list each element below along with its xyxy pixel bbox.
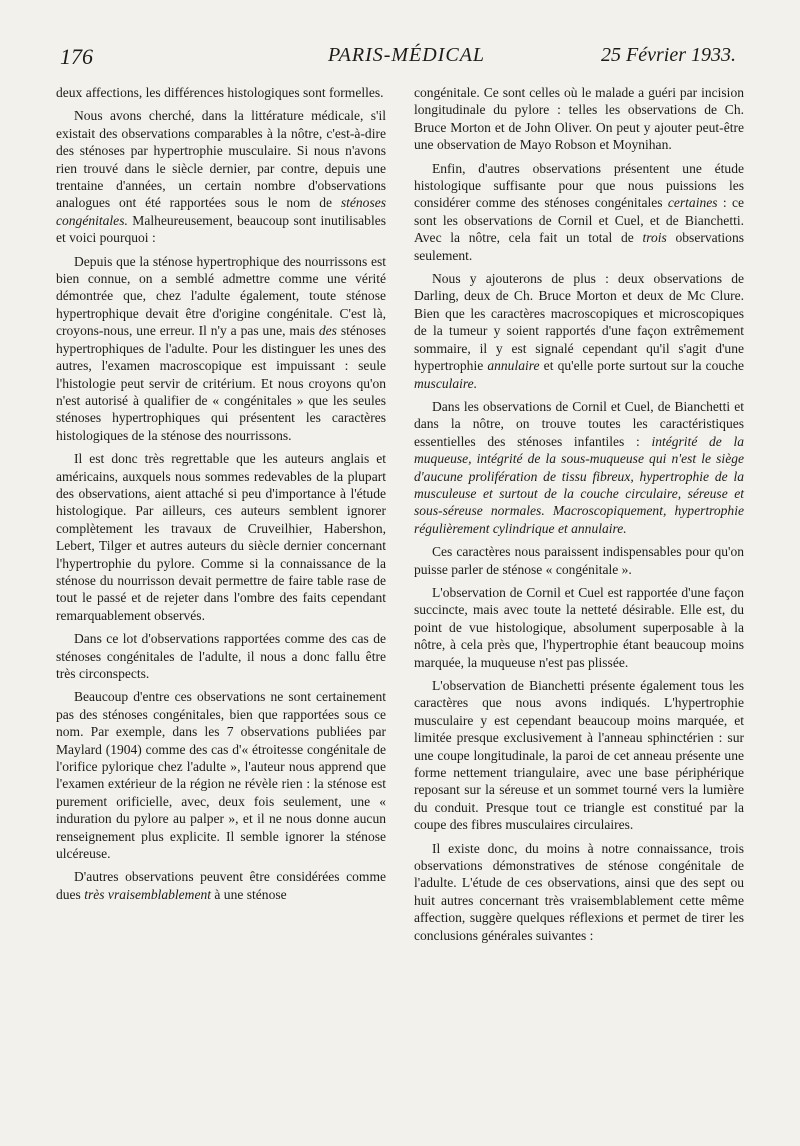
text-run: D'autres observations peuvent être considérées comme dues [56, 869, 386, 902]
paragraph [414, 584, 744, 671]
italic-text: annulaire [487, 358, 540, 374]
issue-date: 25 Février 1933. [601, 44, 736, 66]
text-run: deux affections, les différences histologiques sont formelles. [56, 85, 384, 100]
italic-text: sténoses congénitales. [56, 195, 386, 228]
paragraph [414, 543, 744, 578]
paragraph [56, 868, 386, 903]
text-run: Nous y ajouterons de plus : deux observations de Darling, deux de Ch. Bruce Morton et deux de Mc Clure. Bien que les caractères macroscopiques et microscopiques de la tumeur y soient rapportés d'une façon extrêmement sommaire, il y est signalé cependant qu'il s'agit d'une hypertrophie [414, 271, 744, 374]
italic-text: des [318, 323, 337, 339]
text-run: Malheureusement, beaucoup sont inutilisables et voici pourquoi : [56, 212, 386, 246]
text-run: Enfin, d'autres observations présentent une étude histologique suffisante pour que nous puissions les considérer comme des sténoses congénitales [414, 160, 744, 211]
italic-text: musculaire. [414, 375, 478, 391]
text-run: Il existe donc, du moins à notre connaissance, trois observations démonstratives de sténose congénitale de l'adulte. L'étude de ces observations, ainsi que des sept ou huit autres concernant très vraisemblablement cette même affection, suggère quelques réflexions et permet de tirer les conclusions générales suivantes : [414, 840, 744, 943]
text-run: L'observation de Cornil et Cuel est rapportée d'une façon succincte, mais avec toute la netteté désirable. Elle est, du point de vue histologique, absolument superposable à la nôtre, à cela près que, l'hypertrophie étant beaucoup moins marquée, la muqueuse n'est pas plissée. [414, 584, 744, 670]
paragraph [56, 688, 386, 862]
paragraph [414, 84, 744, 154]
text-run: L'observation de Bianchetti présente également tous les caractères que nous avons indiqués. L'hypertrophie musculaire y est cependant beaucoup moins marquée, et limitée presque exclusivement à l'anneau sphinctérien : sur une coupe longitudinale, la paroi de cet anneau présente une forme nettement triangulaire, avec une base périphérique reposant sur la séreuse et un sommet tourné vers la lumière du conduit. Presque tout ce triangle est constitué par la coupe des fibres musculaires circulaires. [414, 678, 744, 833]
journal-title: PARIS-MÉDICAL [328, 44, 486, 66]
italic-text: intégrité de la muqueuse, intégrité de la sous-muqueuse qui n'est le siège d'aucune prolifération de tissu fibreux, hypertrophie de la musculeuse et surtout de la couche circulaire, séreuse et sous-séreuse normales. Macroscopiquement, hypertrophie régulièrement cylindrique et annulaire. [414, 433, 745, 536]
page-header [60, 44, 736, 78]
paragraph [56, 84, 386, 101]
text-run: sténoses hypertrophiques de l'adulte. Pour les distinguer les unes des autres, l'examen macroscopique est impuissant : seule l'histologie peut servir de critérium. Et nous croyons qu'on n'est autorisé à qualifier de « congénitales » que les seules sténoses hypertrophiques qui présentent les caractères histologiques de la sténose des nourrissons. [56, 323, 386, 443]
paragraph [56, 253, 386, 444]
text-run: à une sténose [211, 886, 287, 902]
paragraph [414, 398, 744, 537]
text-run: Il est donc très regrettable que les auteurs anglais et américains, auxquels nous sommes redevables de la plupart des observations, aient attaché si peu d'importance à l'étude histologique. Par ailleurs, ces auteurs semblent ignorer complètement les travaux de Cruveilhier, Habershon, Lebert, Tilger et autres auteurs du siècle dernier concernant l'hypertrophie du pylore. Comme si la connaissance de la sténose du nourrisson devait permettre de faire table rase de tout le passé et de rejeter dans l'ombre des faits cependant remarquablement observés. [56, 451, 386, 623]
italic-text: trois [642, 230, 667, 246]
paragraph [414, 677, 744, 834]
paragraph [56, 450, 386, 624]
paragraph [414, 160, 744, 264]
italic-text: certaines [667, 195, 718, 211]
text-run: : ce sont les observations de Cornil et Cuel, et de Bianchetti. Avec la nôtre, cela fait un total de [414, 195, 744, 246]
paragraph [56, 107, 386, 246]
left-column [56, 84, 386, 909]
paragraph [56, 630, 386, 682]
paragraph [414, 840, 744, 944]
text-run: Nous avons cherché, dans la littérature médicale, s'il existait des observations comparables à la nôtre, c'est-à-dire des sténoses par hypertrophie musculaire. Si nous n'avons rien trouvé dans le siècle dernier, par contre, depuis une trentaine d'années, un certain nombre d'observations analogues ont été rapportées sous le nom de [56, 108, 386, 211]
text-run: Beaucoup d'entre ces observations ne sont certainement pas des sténoses congénitales, bien que rapportées sous ce nom. Par exemple, dans les 7 observations publiées par Maylard (1904) comme des cas d'« étroitesse congénitale de l'orifice pylorique chez l'adulte », l'auteur nous apprend que l'examen extérieur de la région ne révèle rien : la sténose est purement orificielle, avec, deux fois seulement, une « induration du pylore au palper », et il ne nous donne aucun renseignement plus explicite. Il semble ignorer la sténose ulcéreuse. [56, 689, 386, 862]
text-run: congénitale. Ce sont celles où le malade a guéri par incision longitudinale du pylore : telles les observations de Ch. Bruce Morton et de John Oliver. On peut y ajouter peut-être une observation de Mayo Robson et Moynihan. [414, 85, 744, 153]
text-run: Ces caractères nous paraissent indispensables pour qu'on puisse parler de sténose « congénitale ». [414, 544, 744, 577]
text-run: Dans les observations de Cornil et Cuel, de Bianchetti et dans la nôtre, on trouve toutes les caractéristiques essentielles des sténoses infantiles : [414, 398, 744, 449]
page-number: 176 [60, 44, 93, 69]
text-run: Depuis que la sténose hypertrophique des nourrissons est bien connue, on a semblé admettre comme une vérité démontrée que, chez l'adulte également, toute sténose hypertrophique devait être d'origine congénitale. C'est là, croyons-nous, une erreur. Il n'y a pas une, mais [56, 253, 386, 339]
text-run: Dans ce lot d'observations rapportées comme des cas de sténoses congénitales de l'adulte, il nous a donc fallu être très circonspects. [56, 631, 386, 681]
text-run: observations seulement. [414, 230, 744, 263]
text-run: et qu'elle porte surtout sur la couche [539, 358, 744, 374]
right-column [414, 84, 744, 950]
paragraph [414, 270, 744, 392]
italic-text: très vraisemblablement [84, 886, 212, 902]
